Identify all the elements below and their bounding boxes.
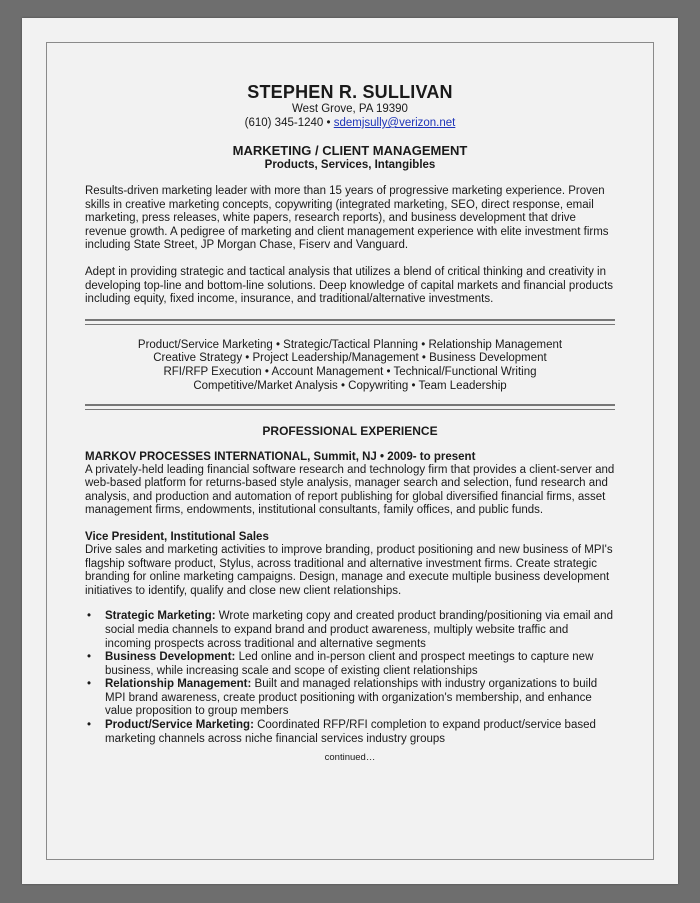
achievements-list: [85, 610, 615, 746]
job-title: Vice President, Institutional Sales: [85, 530, 269, 543]
bullet-icon: •: [87, 719, 92, 732]
achievement-label: Strategic Marketing:: [105, 610, 216, 623]
divider: [85, 319, 615, 325]
achievement-item: [85, 610, 615, 651]
subheadline: Products, Services, Intangibles: [264, 159, 436, 171]
bullet-icon: •: [87, 678, 92, 691]
section-title: PROFESSIONAL EXPERIENCE: [262, 423, 438, 438]
divider: [85, 404, 615, 410]
company-description: A privately-held leading financial software research and technology firm that provides a client-server and web-based platform for returns-based style analysis, manager search and selection, fund research and analysis, and production and automation of report publishing for global diversified financial firms, asset management firms, endowments, institutional consultants, family offices, and public funds.: [85, 463, 615, 517]
contact-line: [85, 116, 615, 130]
bullet-icon: •: [87, 610, 92, 623]
candidate-name: STEPHEN R. SULLIVAN: [247, 82, 453, 102]
resume-content: [85, 82, 615, 763]
company-line: MARKOV PROCESSES INTERNATIONAL, Summit, NJ • 2009- to present: [85, 450, 476, 463]
achievement-text: Coordinated RFP/RFI completion to expand product/service based marketing channels across niche financial services industry groups: [105, 719, 596, 745]
email-link[interactable]: sdemjsully@verizon.net: [333, 117, 456, 129]
achievement-item: [85, 678, 615, 719]
address: West Grove, PA 19390: [292, 103, 408, 115]
achievement-text: Built and managed relationships with industry organizations to build MPI brand awareness, create product positioning with organization's membership, and enhance value proposition to group members: [105, 678, 598, 718]
achievement-text: Led online and in-person client and prospect meetings to capture new business, while increasing scale and scope of existing client relationships: [105, 651, 594, 677]
achievement-label: Business Development:: [105, 651, 236, 664]
headline: MARKETING / CLIENT MANAGEMENT: [232, 143, 468, 158]
skills-line: Product/Service Marketing • Strategic/Tactical Planning • Relationship Management: [137, 338, 563, 351]
achievement-text: Wrote marketing copy and created product branding/positioning via email and social media channels to expand brand and product awareness, multiply website traffic and incoming prospects across traditional and alternative segments: [105, 610, 613, 650]
achievement-item: [85, 651, 615, 678]
achievement-label: Product/Service Marketing:: [105, 719, 254, 732]
phone: (610) 345-1240: [244, 117, 324, 129]
skills-line: Creative Strategy • Project Leadership/Management • Business Development: [153, 352, 547, 365]
summary-paragraph: Adept in providing strategic and tactical analysis that utilizes a blend of critical thinking and creativity in developing top-line and bottom-line solutions. Deep knowledge of capital markets and financial products including equity, fixed income, insurance, and traditional/alternative investments.: [85, 265, 614, 306]
summary-paragraph: Results-driven marketing leader with more than 15 years of progressive marketing experience. Proven skills in creative marketing concepts, copywriting (integrated marketing, SEO, direct response, email marketing, press releases, white papers, research reports), and business development that drive revenue growth. A pedigree of marketing and client management experience with elite investment firms including State Street, JP Morgan Chase, Fiserv and Vanguard.: [85, 185, 609, 252]
skills-list: [85, 339, 615, 394]
separator-dot: •: [326, 117, 334, 129]
resume-page: [22, 18, 678, 884]
skills-line: Competitive/Market Analysis • Copywriting • Team Leadership: [193, 379, 507, 392]
skills-line: RFI/RFP Execution • Account Management • Technical/Functional Writing: [163, 366, 537, 379]
job-description: Drive sales and marketing activities to improve branding, product positioning and new business of MPI's flagship software product, Stylus, across traditional and alternative investment firms. Create strategic branding for online marketing campaigns. Design, manage and execute multiple business development initiatives to identify, qualify and close new client relationships.: [85, 543, 613, 597]
achievement-item: [85, 719, 615, 746]
bullet-icon: •: [87, 651, 92, 664]
continued-note: continued…: [324, 752, 376, 764]
achievement-label: Relationship Management:: [105, 678, 252, 691]
